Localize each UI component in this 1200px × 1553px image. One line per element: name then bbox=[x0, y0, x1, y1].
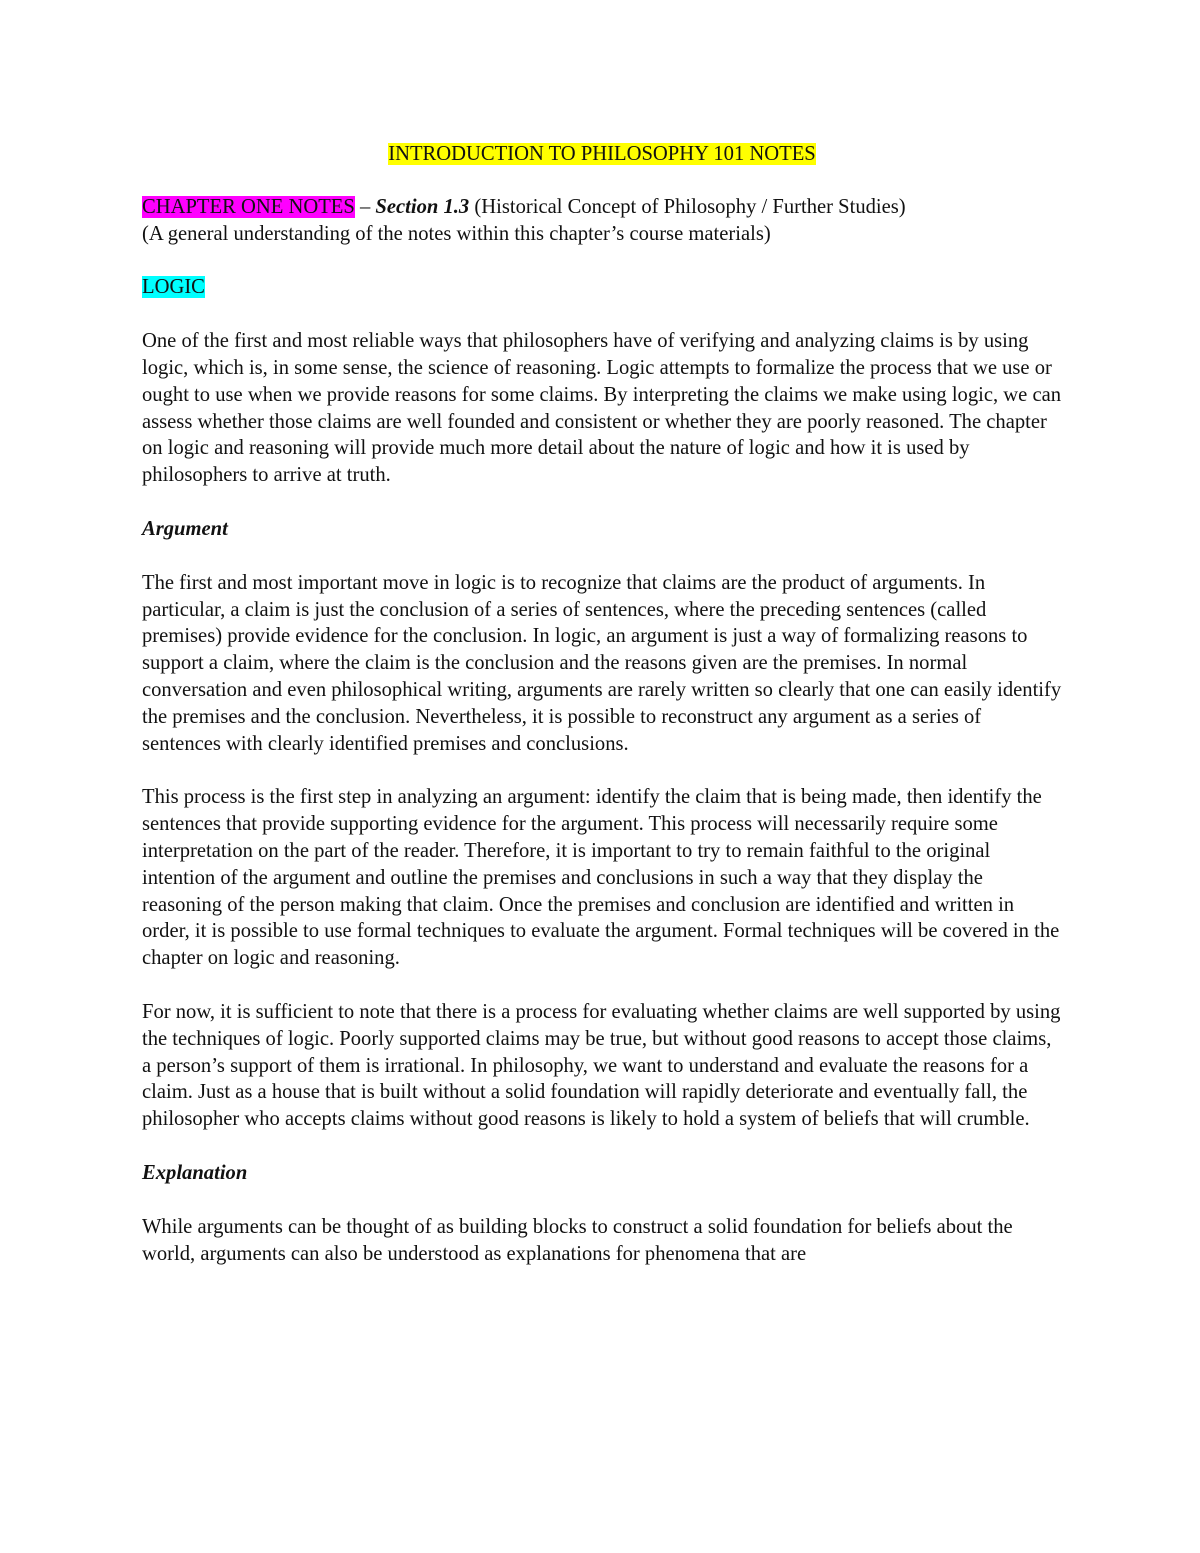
argument-paragraph-2: This process is the first step in analyzing an argument: identify the claim that is being made, then identify the sentences that provide supporting evidence for the argument. This process will necessarily require some interpretation on the part of the reader. Therefore, it is important to try to remain faithful to the original intention of the argument and outline the premises and conclusions in such a way that they display the reasoning of the person making that claim. Once the premises and conclusion are identified and written in order, it is possible to use formal techniques to evaluate the argument. Formal techniques will be covered in the chapter on logic and reasoning. bbox=[142, 786, 1060, 970]
logic-heading: LOGIC bbox=[142, 276, 205, 299]
argument-heading: Argument bbox=[142, 517, 228, 540]
page-content bbox=[142, 141, 1062, 1294]
explanation-heading: Explanation bbox=[142, 1161, 248, 1184]
chapter-dash: – bbox=[354, 195, 376, 218]
document-title-line bbox=[142, 141, 1062, 168]
chapter-line bbox=[142, 194, 1062, 221]
argument-paragraph-1: The first and most important move in logic is to recognize that claims are the product of arguments. In particular, a claim is just the conclusion of a series of sentences, where the preceding sentences (called premises) provide evidence for the conclusion. In logic, an argument is just a way of formalizing reasons to support a claim, where the claim is the conclusion and the reasons given are the premises. In normal conversation and even philosophical writing, arguments are rarely written so clearly that one can easily identify the premises and the conclusion. Nevertheless, it is possible to reconstruct any argument as a series of sentences with clearly identified premises and conclusions. bbox=[142, 571, 1062, 755]
argument-paragraph-3: For now, it is sufficient to note that there is a process for evaluating whether claims are well supported by using the techniques of logic. Poorly supported claims may be true, but without good reasons to accept those claims, a person’s support of them is irrational. In philosophy, we want to understand and evaluate the reasons for a claim. Just as a house that is built without a solid foundation will rapidly deteriorate and eventually fall, the philosopher who accepts claims without good reasons is likely to hold a system of beliefs that will crumble. bbox=[142, 1000, 1061, 1131]
chapter-subtitle: (A general understanding of the notes within this chapter’s course materials) bbox=[142, 222, 771, 245]
document-title: INTRODUCTION TO PHILOSOPHY 101 NOTES bbox=[388, 143, 816, 165]
explanation-paragraph: While arguments can be thought of as building blocks to construct a solid foundation for beliefs about the world, arguments can also be understood as explanations for phenomena that are bbox=[142, 1215, 1013, 1265]
chapter-label: CHAPTER ONE NOTES bbox=[142, 195, 355, 218]
logic-heading-line bbox=[142, 274, 1062, 301]
chapter-header bbox=[142, 194, 1062, 248]
section-reference: Section 1.3 bbox=[375, 195, 470, 218]
section-description: (Historical Concept of Philosophy / Further Studies) bbox=[469, 195, 906, 218]
logic-paragraph: One of the first and most reliable ways that philosophers have of verifying and analyzing claims is by using logic, which is, in some sense, the science of reasoning. Logic attempts to formalize the process that we use or ought to use when we provide reasons for some claims. By interpreting the claims we make using logic, we can assess whether those claims are well founded and consistent or whether they are poorly reasoned. The chapter on logic and reasoning will provide much more detail about the nature of logic and how it is used by philosophers to arrive at truth. bbox=[142, 330, 1062, 487]
